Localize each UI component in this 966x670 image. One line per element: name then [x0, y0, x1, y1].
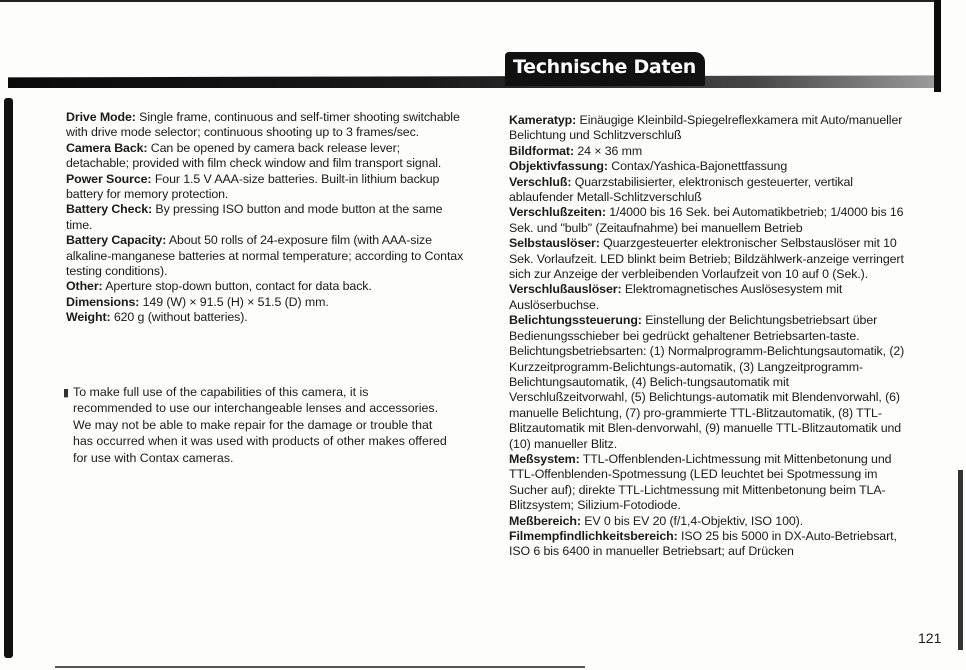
spec-battery-check: Battery Check: By pressing ISO button and mode button at the same time.	[66, 202, 443, 232]
note-marker-icon: ▮	[63, 387, 70, 399]
spec-belichtungssteuerung: Belichtungssteuerung: Einstellung der Belichtungsbetriebsart über Bedienungsschieber bei gedrückt gehaltener Betriebsarten-taste. Belichtungsbetriebsarten: (1) Normalprogramm-Belichtungsautomatik, (2) Kurzzeitprogramm-Belichtungs-automatik, (3) Langzeitprogramm-Belichtungsautomatik, (4) Belich-tungsautomatik mit Verschlußzeitvorwahl, (5) Belichtungs-automatik mit Blendenvorwahl, (6) manuelle Belichtung, (7) pro-grammierte TTL-Blitzautomatik, (8) TTL-Blitzautomatik mit Blen-denvorwahl, (9) manuelle TTL-Blitzautomatik und (10) manueller Blitz.	[509, 313, 905, 451]
spec-bildformat: Bildformat: 24 × 36 mm	[509, 143, 643, 158]
right-margin-bar	[934, 0, 941, 92]
header-band	[8, 60, 934, 88]
english-specs-column	[66, 110, 466, 326]
right-edge-bar	[958, 470, 963, 650]
top-rule	[0, 0, 938, 2]
spec-battery-capacity: Battery Capacity: About 50 rolls of 24-exposure film (with AAA-size alkaline-manganese batteries at normal temperature; according to Contax testing conditions).	[66, 233, 464, 279]
left-edge-bar	[4, 98, 13, 658]
spec-camera-back: Camera Back: Can be opened by camera back release lever; detachable; provided with film check window and film transport signal.	[66, 140, 442, 171]
spec-other: Other: Aperture stop-down button, contact for data back.	[66, 279, 372, 294]
german-specs-column	[509, 113, 909, 560]
spec-messbereich: Meßbereich: EV 0 bis EV 20 (f/1,4-Objektiv, ISO 100).	[509, 513, 804, 528]
spec-dimensions: Dimensions: 149 (W) × 91.5 (H) × 51.5 (D) mm.	[66, 294, 329, 309]
spec-selbstausloeser: Selbstauslöser: Quarzgesteuerter elektronischer Selbstauslöser mit 10 Sek. Vorlaufzeit. LED blinkt beim Betrieb; Bildzählwerk-anzeige verringert sich zur Anzeige der verbleibenden Vorlaufzeit von 10 auf 0 (Sek.).	[509, 236, 904, 282]
spec-filmempfindlichkeitsbereich: Filmempfindlichkeitsbereich: ISO 25 bis 5000 in DX-Auto-Betriebsart, ISO 6 bis 6400 in manueller Betriebsart; auf Drücken	[509, 528, 897, 559]
compatibility-note: To make full use of the capabilities of this camera, it is recommended to use our interchangeable lenses and accessories. We may not be able to make repair for the damage or trouble that has occurred when it was used with products of other makes offered for use with Contax cameras.	[73, 385, 447, 465]
spec-messsystem: Meßsystem: TTL-Offenblenden-Lichtmessung mit Mittenbetonung und TTL-Offenblenden-Spotmessung (LED leuchtet bei Spotmessung im Sucher auf); direkte TTL-Lichtmessung mit Mittenbetonung beim TLA-Blitzsystem; Silizium-Fotodiode.	[509, 451, 892, 513]
page-number: 121	[918, 630, 942, 646]
page-heading: Technische Daten	[513, 56, 697, 78]
bottom-rule	[55, 666, 585, 668]
spec-kameratyp: Kameratyp: Einäugige Kleinbild-Spiegelreflexkamera mit Auto/manueller Belichtung und Schlitzverschluß	[509, 113, 903, 143]
spec-objektivfassung: Objektivfassung: Contax/Yashica-Bajonettfassung	[509, 159, 788, 174]
spec-verschluss: Verschluß: Quarzstabilisierter, elektronisch gesteuerter, vertikal ablaufender Metall-Schlitzverschluß	[509, 174, 853, 205]
spec-verschlusszeiten: Verschlußzeiten: 1/4000 bis 16 Sek. bei Automatikbetrieb; 1/4000 bis 16 Sek. und "bulb" (Zeitaufnahme) bei manuellem Betrieb	[509, 205, 904, 235]
spec-power-source: Power Source: Four 1.5 V AAA-size batteries. Built-in lithium backup battery for memory protection.	[66, 171, 440, 202]
spec-drive-mode: Drive Mode: Single frame, continuous and self-timer shooting switchable with drive mode selector; continuous shooting up to 3 frames/sec.	[66, 110, 460, 140]
spec-verschlussausloeser: Verschlußauslöser: Elektromagnetisches Auslösesystem mit Auslöserbuchse.	[509, 282, 843, 312]
spec-weight: Weight: 620 g (without batteries).	[66, 310, 248, 325]
